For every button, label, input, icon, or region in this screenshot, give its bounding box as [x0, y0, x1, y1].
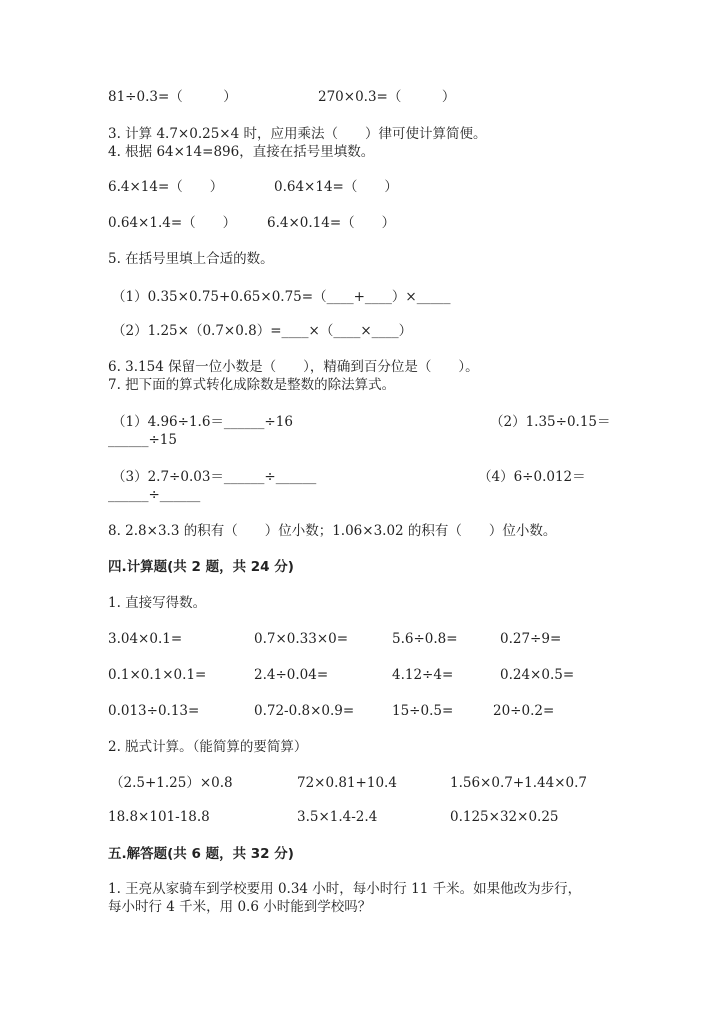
s4-p1-r3-c3: 15÷0.5= [392, 703, 454, 719]
q7-title: 7. 把下面的算式转化成除数是整数的除法算式。 [108, 377, 396, 393]
q7-item-2b: ______÷15 [108, 432, 177, 448]
q4-r1-c2: 0.64×14=（ ） [274, 179, 398, 195]
q5-title: 5. 在括号里填上合适的数。 [108, 251, 274, 267]
s4-p1-r2-c3: 4.12÷4= [392, 667, 454, 683]
s4-p2-r1-c2: 72×0.81+10.4 [297, 775, 397, 791]
s4-p2-r1-c1: （2.5+1.25）×0.8 [110, 775, 233, 791]
q4-r2-c1: 0.64×1.4=（ ） [108, 215, 237, 231]
q7-item-1: （1）4.96÷1.6＝______÷16 [112, 414, 293, 430]
q2-item-1: 81÷0.3=（ ） [108, 89, 237, 105]
s4-p1-r2-c4: 0.24×0.5= [500, 667, 575, 683]
s4-p2-r2-c1: 18.8×101-18.8 [108, 809, 210, 825]
s4-p1-r2-c1: 0.1×0.1×0.1= [108, 667, 207, 683]
s5-p1-line2: 每小时行 4 千米，用 0.6 小时能到学校吗？ [108, 899, 372, 915]
q6-text: 6. 3.154 保留一位小数是（ ），精确到百分位是（ ）。 [108, 359, 479, 375]
q4-title: 4. 根据 64×14=896，直接在括号里填数。 [108, 144, 375, 160]
q4-r1-c1: 6.4×14=（ ） [108, 179, 224, 195]
s4-p1-r1-c3: 5.6÷0.8= [392, 631, 458, 647]
s4-p1-r2-c2: 2.4÷0.04= [254, 667, 329, 683]
s4-p1-r3-c1: 0.013÷0.13= [108, 703, 200, 719]
s4-p2-r2-c2: 3.5×1.4-2.4 [297, 809, 378, 825]
q7-item-2a: （2）1.35÷0.15＝ [490, 414, 611, 430]
s5-p1-line1: 1. 王亮从家骑车到学校要用 0.34 小时，每小时行 11 千米。如果他改为步行， [108, 881, 582, 897]
q7-item-3: （3）2.7÷0.03＝______÷______ [112, 469, 317, 485]
s4-p2-r1-c3: 1.56×0.7+1.44×0.7 [450, 775, 587, 791]
s4-p1-r3-c2: 0.72-0.8×0.9= [254, 703, 355, 719]
s4-p1-r1-c4: 0.27÷9= [500, 631, 562, 647]
q8-text: 8. 2.8×3.3 的积有（ ）位小数；1.06×3.02 的积有（ ）位小数。 [108, 523, 557, 539]
s4-p1-r3-c4: 20÷0.2= [493, 703, 555, 719]
section5-heading: 五.解答题(共 6 题，共 32 分) [108, 846, 294, 862]
q5-item-2: （2）1.25×（0.7×0.8）=____×（____×____） [112, 323, 413, 339]
s4-p1-r1-c1: 3.04×0.1= [108, 631, 183, 647]
s4-p1-title: 1. 直接写得数。 [108, 595, 207, 611]
q2-item-2: 270×0.3=（ ） [318, 89, 456, 105]
q3-text: 3. 计算 4.7×0.25×4 时，应用乘法（ ）律可使计算简便。 [108, 126, 487, 142]
section4-heading: 四.计算题(共 2 题，共 24 分) [108, 559, 294, 575]
q5-item-1: （1）0.35×0.75+0.65×0.75=（____+____）×_____ [112, 289, 451, 305]
s4-p1-r1-c2: 0.7×0.33×0= [254, 631, 349, 647]
q7-item-4a: （4）6÷0.012＝ [478, 469, 586, 485]
s4-p2-r2-c3: 0.125×32×0.25 [450, 809, 559, 825]
q4-r2-c2: 6.4×0.14=（ ） [267, 215, 396, 231]
s4-p2-title: 2. 脱式计算。（能简算的要简算） [108, 739, 308, 755]
q7-item-4b: ______÷______ [108, 487, 201, 503]
